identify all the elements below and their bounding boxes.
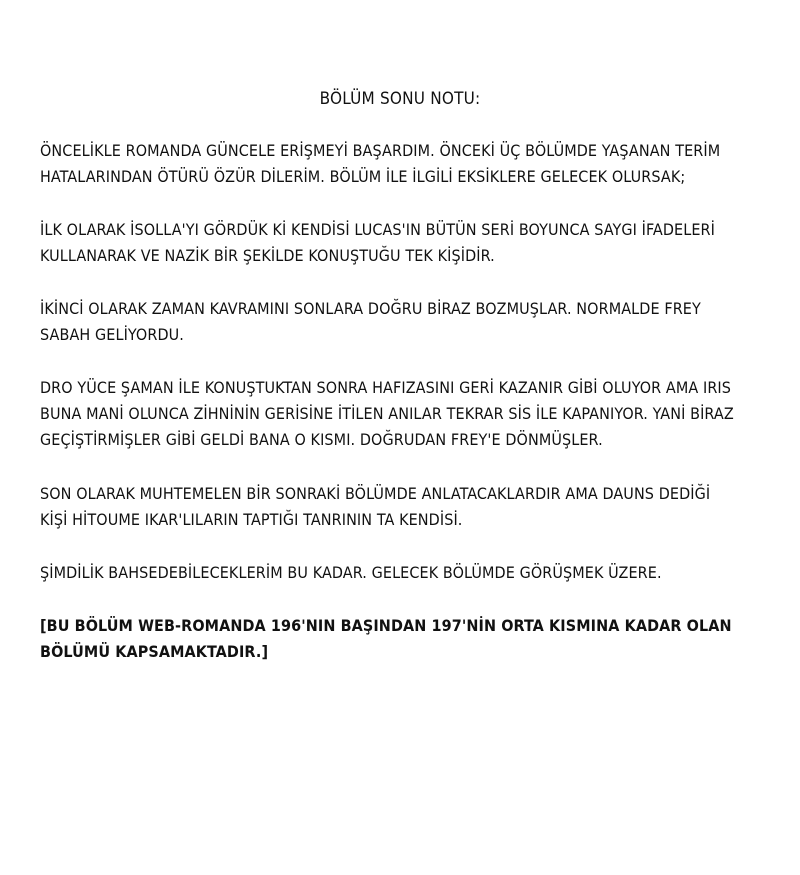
paragraph-apology xyxy=(40,138,760,190)
paragraph-time-concept xyxy=(40,296,760,348)
paragraph-line: [BU BÖLÜM WEB-ROMANDA 196'NIN BAŞINDAN 197'NİN ORTA KISMINA KADAR OLAN xyxy=(40,616,732,635)
paragraph-isolla xyxy=(40,217,760,269)
note-title: BÖLÜM SONU NOTU: xyxy=(319,89,481,109)
paragraph-dauns xyxy=(40,481,760,533)
paragraph-dro xyxy=(40,375,760,453)
paragraph-line: BUNA MANİ OLUNCA ZİHNİNİN GERİSİNE İTİLEN ANILAR TEKRAR SİS İLE KAPANIYOR. YANİ BİRAZ xyxy=(40,404,734,423)
paragraph-line: ÖNCELİKLE ROMANDA GÜNCELE ERİŞMEYİ BAŞARDIM. ÖNCEKİ ÜÇ BÖLÜMDE YAŞANAN TERİM xyxy=(40,141,721,160)
paragraph-line: KULLANARAK VE NAZİK BİR ŞEKİLDE KONUŞTUĞU TEK KİŞİDİR. xyxy=(40,246,495,265)
paragraph-closing xyxy=(40,560,760,586)
paragraph-line: SABAH GELİYORDU. xyxy=(40,325,184,344)
paragraph-line: BÖLÜMÜ KAPSAMAKTADIR.] xyxy=(40,642,269,661)
paragraph-line: İKİNCİ OLARAK ZAMAN KAVRAMINI SONLARA DOĞRU BİRAZ BOZMUŞLAR. NORMALDE FREY xyxy=(40,299,701,318)
paragraph-line: HATALARINDAN ÖTÜRÜ ÖZÜR DİLERİM. BÖLÜM İLE İLGİLİ EKSİKLERE GELECEK OLURSAK; xyxy=(40,167,686,186)
paragraph-line: İLK OLARAK İSOLLA'YI GÖRDÜK Kİ KENDİSİ LUCAS'IN BÜTÜN SERİ BOYUNCA SAYGI İFADELERİ xyxy=(40,220,715,239)
paragraph-line: GEÇİŞTİRMİŞLER GİBİ GELDİ BANA O KISMI. DOĞRUDAN FREY'E DÖNMÜŞLER. xyxy=(40,430,603,449)
paragraph-line: SON OLARAK MUHTEMELEN BİR SONRAKİ BÖLÜMDE ANLATACAKLARDIR AMA DAUNS DEDİĞİ xyxy=(40,484,711,503)
paragraph-line: KİŞİ HİTOUME IKAR'LILARIN TAPTIĞI TANRININ TA KENDİSİ. xyxy=(40,510,463,529)
paragraph-coverage xyxy=(40,613,760,665)
paragraph-line: DRO YÜCE ŞAMAN İLE KONUŞTUKTAN SONRA HAFIZASINI GERİ KAZANIR GİBİ OLUYOR AMA IRIS xyxy=(40,378,732,397)
paragraph-line: ŞİMDİLİK BAHSEDEBİLECEKLERİM BU KADAR. GELECEK BÖLÜMDE GÖRÜŞMEK ÜZERE. xyxy=(40,563,662,582)
